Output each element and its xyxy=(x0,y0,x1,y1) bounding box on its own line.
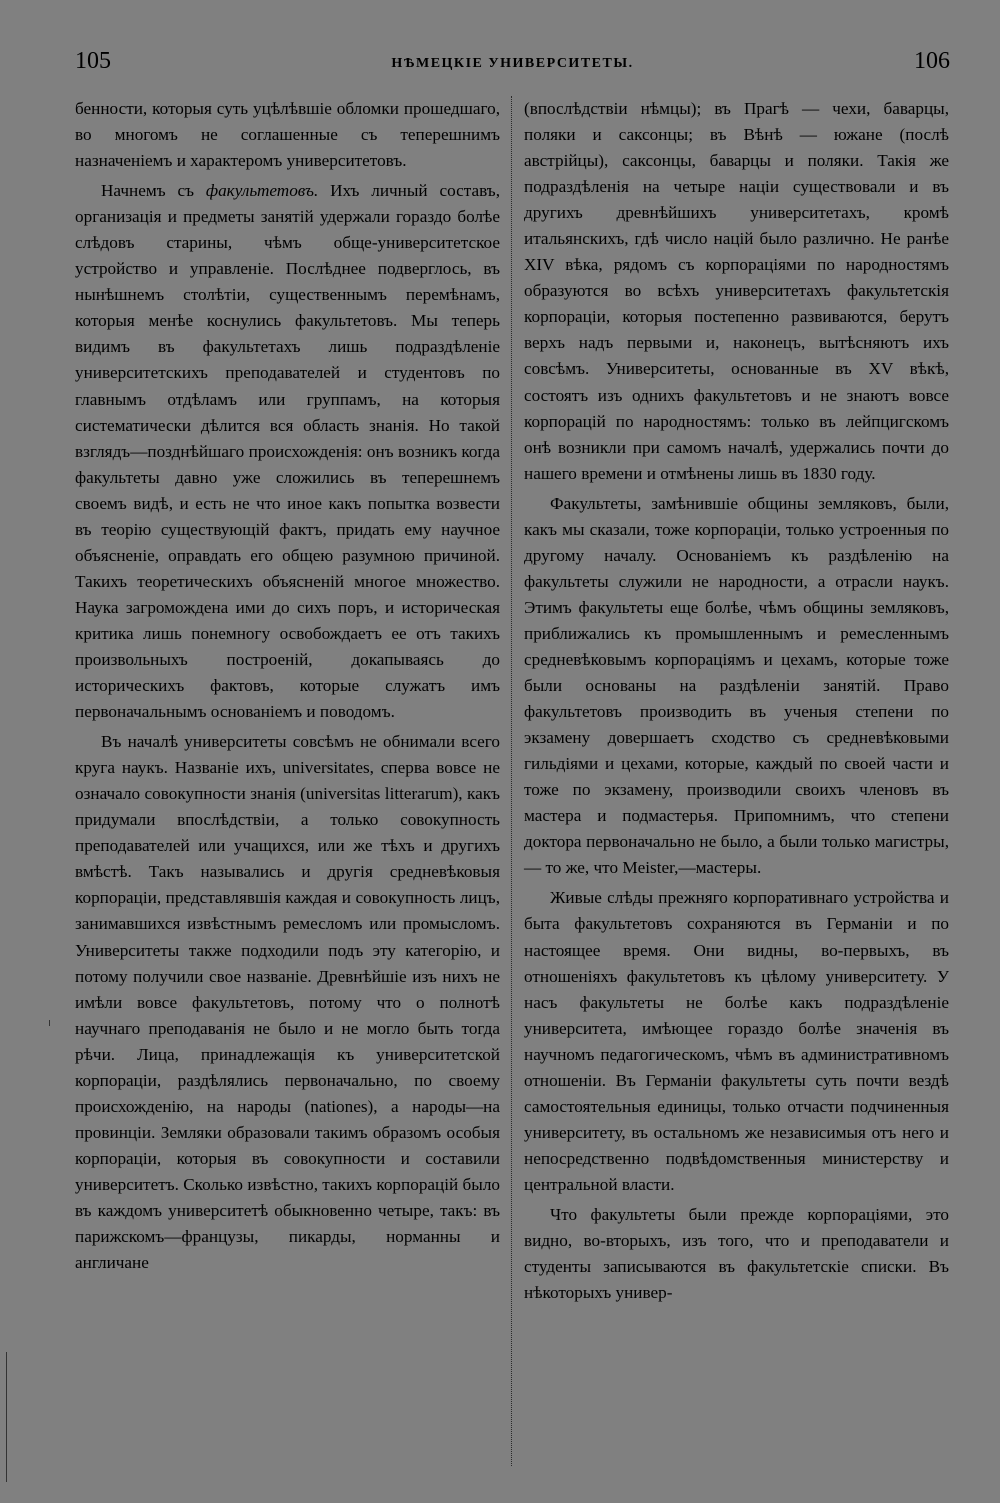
paragraph: Факультеты, замѣнившіе общины земляковъ, были, какъ мы сказали, тоже корпораціи, только устроенныя по другому началу. Основаніемъ къ раздѣленію на факультеты служили не народности, а отрасли наукъ. Этимъ факультеты еще болѣе, чѣмъ общины земляковъ, приближались къ промышленнымъ и ремесленнымъ средневѣковымъ корпораціямъ и цехамъ, которые тоже были основаны на раздѣленіи занятій. Право факультетовъ производить въ ученыя степени по экзамену довершаетъ сходство съ средневѣковыми гильдіями и цехами, которые, каждый по своей части и тоже по экзамену, производили своихъ членовъ въ мастера и подмастерья. Припомнимъ, что степени доктора первоначально не было, а были только магистры, — то же, что Meister,—мастеры. xyxy=(524,493,949,878)
column-divider xyxy=(511,96,512,1466)
paragraph: бенности, которыя суть уцѣлѣвшіе обломки прошедшаго, во многомъ не соглашенные съ теперешнимъ назначеніемъ и характеромъ университетовъ. xyxy=(75,99,500,171)
paragraph-faculties xyxy=(75,178,500,725)
page-number-right: 106 xyxy=(914,48,950,74)
margin-mark xyxy=(49,1020,50,1026)
left-column xyxy=(75,96,500,1276)
paragraph: Живые слѣды прежняго корпоративнаго устройства и быта факультетовъ сохраняются въ Германіи и по настоящее время. Они видны, во-первыхъ, въ отношеніяхъ факультетовъ къ цѣлому университету. У насъ факультеты не болѣе какъ подраздѣленіе университета, имѣющее гораздо болѣе значенія въ научномъ педагогическомъ, чѣмъ въ административномъ отношеніи. Въ Германіи факультеты суть почти вездѣ самостоятельныя единицы, только отчасти подчиненныя университету, въ остальномъ же независимыя отъ него и непосредственно подвѣдомственныя министерству и центральной власти. xyxy=(524,888,949,1194)
paragraph-lead: Начнемъ съ xyxy=(101,181,206,201)
paragraph: Въ началѣ университеты совсѣмъ не обнимали всего круга наукъ. Названіе ихъ, universitates, сперва вовсе не означало совокупности знанія (universitas litterarum), какъ придумали впослѣдствіи, а только совокупность преподавателей или учащихся, или же тѣхъ и другихъ вмѣстѣ. Такъ назывались и другія средневѣковыя корпораціи, представлявшія каждая и совокупность лицъ, занимавшихся извѣстнымъ ремесломъ или промысломъ. Университеты также подходили подъ эту категорію, и потому получили свое названіе. Древнѣйшіе изъ нихъ не имѣли вовсе факультетовъ, потому что о полнотѣ научнаго преподаванія не было и не могло быть тогда рѣчи. Лица, принадлежащія къ университетской корпораціи, раздѣлялись первоначально, по своему происхожденію, на народы (nationes), а народы—на провинціи. Земляки образовали такимъ образомъ особыя корпораціи, которыя въ совокупности и составили университетъ. Сколько извѣстно, такихъ корпорацій было въ каждомъ университетѣ обыкновенно четыре, такъ: въ парижскомъ—французы, пикарды, норманны и англичане xyxy=(75,732,500,1273)
page-number-left: 105 xyxy=(75,48,111,74)
emphasis-faculties: факультетовъ. xyxy=(205,181,319,201)
paragraph: Что факультеты были прежде корпораціями, это видно, во-вторыхъ, изъ того, что и преподаватели и студенты записываются въ факультетскіе списки. Въ нѣкоторыхъ универ- xyxy=(524,1204,949,1303)
right-column xyxy=(524,96,949,1306)
margin-mark xyxy=(6,1352,7,1482)
paragraph: (впослѣдствіи нѣмцы); въ Прагѣ — чехи, баварцы, поляки и саксонцы; въ Вѣнѣ — южане (послѣ австрійцы), саксонцы, баварцы и поляки. Такія же подраздѣленія на четыре націи существовали и въ другихъ древнѣйшихъ университетахъ, кромѣ итальянскихъ, гдѣ число націй было различно. Не ранѣе XIV вѣка, рядомъ съ корпораціями по народностямъ образуются во всѣхъ университетахъ факультетскія корпораціи, которыя постепенно развиваются, берутъ верхъ надъ первыми и, наконецъ, вытѣсняютъ ихъ совсѣмъ. Университеты, основанные въ XV вѣкѣ, состоятъ изъ однихъ факультетовъ и не знаютъ вовсе корпорацій по народностямъ: только въ лейпцигскомъ онѣ возникли при самомъ началѣ, удержались почти до нашего времени и отмѣнены лишь въ 1830 году. xyxy=(524,99,949,483)
running-title: НѢМЕЦКІЕ УНИВЕРСИТЕТЫ. xyxy=(391,56,634,71)
running-header xyxy=(75,48,950,82)
paragraph-body: Ихъ личный составъ, организація и предметы занятій удержали гораздо болѣе слѣдовъ старины, чѣмъ обще-университетское устройство и управленіе. Послѣднее подверглось, въ нынѣшнемъ столѣтіи, существеннымъ перемѣнамъ, которыя менѣе коснулись факультетовъ. Мы теперь видимъ въ факультетахъ лишь подраздѣленіе университетскихъ преподавателей и студентовъ по главнымъ отдѣламъ или группамъ, на которыя систематически дѣлится вся область знанія. Но такой взглядъ—позднѣйшаго происхожденія: онъ возникъ когда факультеты давно уже сложились въ теперешнемъ своемъ видѣ, и есть не что иное какъ попытка возвести въ теорію существующій фактъ, придать ему научное объясненіе, оправдать его общею разумною причиной. Такихъ теоретическихъ объясненій многое множество. Наука загромождена ими до сихъ поръ, и историческая критика лишь понемногу освобождаетъ ее отъ такихъ произвольныхъ построеній, докапываясь до историческихъ фактовъ, которые служатъ имъ первоначальнымъ основаніемъ и поводомъ. xyxy=(75,181,500,722)
